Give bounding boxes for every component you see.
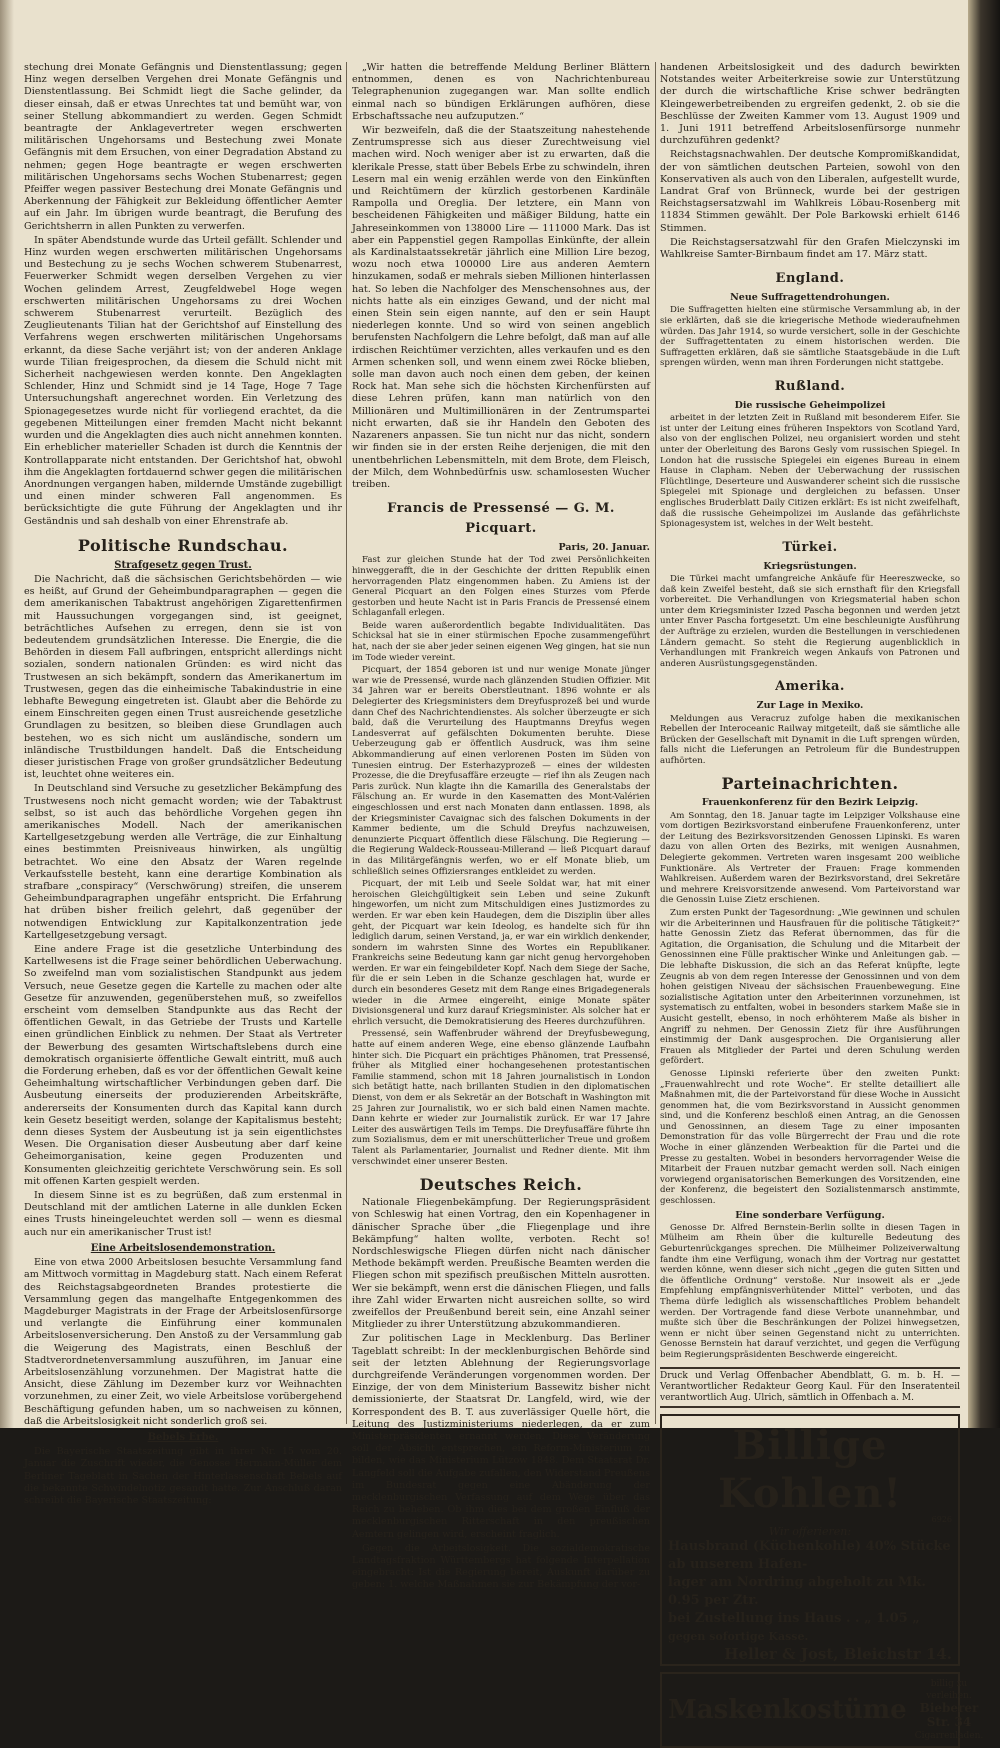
section-heading-russland: Rußland. [774, 379, 846, 395]
ad-line: bei Zustellung ins Haus . . „ 1.05 „ [668, 1610, 920, 1626]
article-text: In Deutschland sind Versuche zu gesetzlicher Bekämpfung des Trustwesens noch nicht gemacht worden; wie der Tabaktrust selbst, so ist auch das behördliche Vorgehen gegen ihn amerikanisches Modell. Nach der amerikanischen Kartellgesetzgebung werden alle Verträge, die zur Einhaltung eines bestimmten Preisniveaus hinwirken, als ungültig betrachtet. Wo eine den Absatz der Waren regelnde Verkaufsstelle besteht, kann eine derartige Kombination als strafbare „conspiracy“ (Verschwörung) streifen, die unserem Geheimbundparagraphen ungefähr entspricht. Die Erfahrung hat drüben bisher freilich gelehrt, daß gegenüber der notwendigen Entwicklung zur Kapitalkonzentration jede Kartellgesetzgebung versagt. [24, 783, 342, 941]
ad-address: Bieberer Str. 34 [919, 1701, 979, 1730]
article-text: Picquart, der 1854 geboren ist und nur wenige Monate jünger war wie de Pressensé, wurde nach glänzenden Studien Offizier. Mit 34 Jahren war er bereits Oberstleutnant. 1896 wohnte er als Delegierter des Kriegsministers dem Dreyfusprozeß bei und wurde dann Chef des Nachrichtendienstes. Als solcher überzeugte er sich bald, daß die Verurteilung des Hauptmanns Dreyfus wegen Landesverrat auf gefälschten Dokumenten beruhte. Diese Ueberzeugung gab er öffentlich Ausdruck, was ihm seine Abkommandierung auf einen verlorenen Posten im Süden von Tunesien eintrug. Der Esterhazyprozeß — eines der wildesten Prozesse, die die Dreyfusaffäre erzeugte — rief ihn als Zeugen nach Paris zurück. Nun klagte ihn die Kamarilla des Generalstabs der Fälschung an. Er wurde in den Kasematten des Mont-Valérien eingeschlossen und erst nach Monaten dann entlassen. 1898, als der Kriegsminister Cavaignac sich des falschen Dokuments in der Kammer bediente, um die Schuld Dreyfus nachzuweisen, denunzierte Picquart öffentlich diese Fälschung. Die Regierung — die Regierung Waldeck-Rousseau-Millerand — ließ Picquart darauf in das Militärgefängnis werfen, wo er elf Monate blieb, um schließlich seines Offiziersranges entkleidet zu werden. [352, 665, 650, 877]
column-2 [352, 62, 650, 1591]
ad-offer: Wir offerieren: [768, 1524, 852, 1538]
subheading-tuerkei: Kriegsrüstungen. [763, 560, 857, 572]
article-text: Gegen die Arbeitslosigkeit. Die sozialdemokratische Landtagsfraktion Württembergs hat folgende Interpellation eingebracht: Ist die Regierung bereit, Auskunft darüber zu geben: 1. welche Maßnahmen sie zur Bekämpfung der vor- [352, 1542, 650, 1591]
ad-firm: Heller & Jost, Bleichstr 14. [724, 1644, 952, 1663]
article-text: „Wir hatten die betreffende Meldung Berliner Blättern entnommen, denen es von Nachrichtenbureau Telegraphenunion zugegangen war. Man sollte endlich einmal nach so bündigen Erklärungen aufhören, diese Erbschaftssache neu aufzuputzen.“ [352, 62, 650, 122]
column-3 [660, 62, 984, 1742]
ad-number: 6926 [931, 1514, 952, 1524]
dateline: Paris, 20. Januar. [558, 542, 650, 554]
book-edge [968, 0, 1000, 1428]
section-heading-england: England. [775, 271, 845, 287]
subheading-russland: Die russische Geheimpolizei [734, 400, 886, 412]
advertisement-kohlen [660, 1414, 960, 1667]
article-text: Genosse Lipinski referierte über den zweiten Punkt: „Frauenwahlrecht und rote Woche“. Er stellte detailliert alle Maßnahmen mit, die der Parteivorstand für diese Woche in Aussicht genommen hat, die vom Bezirksvorstand in Aussicht genommen sind, und die Konferenz beschloß einen Antrag, an die Genossen und Genossinnen, an diesem Tage zu einer imposanten Demonstration für das volle Bürgerrecht der Frau und die rote Woche in einer glänzenden Werbeaktion für die Partei und die Presse zu gestalten. Wobei in besonders hervorragender Weise die Mitarbeit der Frauen nutzbar gemacht werden soll. Nach einigen vorwiegend organisatorischen Bemerkungen des Vorsitzenden, eine der Konferenz, die begeistert den Sozialistenmarsch anstimmte, geschlossen. [660, 1068, 960, 1207]
subheading-england: Neue Suffragettendrohungen. [730, 292, 890, 304]
article-text: handenen Arbeitslosigkeit und des dadurch bewirkten Notstandes weiter Arbeiterkreise sowie zur Unterstützung der durch die wirtschaftliche Krise schwer bedrängten Kleingewerbetreibenden zu ergreifen gedenkt, 2. ob sie die Beschlüsse der Zweiten Kammer vom 13. August 1909 und 1. Juni 1911 betreffend Arbeitslosenfürsorge nunmehr durchzuführen gedenkt? [660, 62, 960, 147]
ad-title: Maskenkostüme [668, 1695, 907, 1726]
subheading-strafgesetz: Strafgesetz gegen Trust. [114, 559, 252, 571]
section-heading-amerika: Amerika. [775, 679, 845, 695]
subheading-partei: Frauenkonferenz für den Bezirk Leipzig. [701, 797, 919, 809]
article-text: Die Bayerische Staatszeitung gibt in ihrer Nr. 15 vom 20. Januar die Zuschrift wieder, die Genosse Hermann-Müller dem Berliner Tageblatt in Sachen der Hinterlassenschaft Bebels auf die bekannte Schwindelnotiz gesandt hatte. Zur Anschluß daran schreibt die Bayerische Staatszeitung: [24, 1446, 342, 1506]
subheading-amerika: Zur Lage in Mexiko. [756, 700, 864, 712]
article-text: Eine von etwa 2000 Arbeitslosen besuchte Versammlung fand am Mittwoch vormittag in Magdeburg statt. Nach einem Referat des Reichstagsabgeordneten Brandes protestierte die Versammlung gegen das mangelhafte Entgegenkommen des Magdeburger Magistrats in der Frage der Arbeitslosenfürsorge und verlangte die Einführung einer kommunalen Arbeitslosenversicherung. Den Anstoß zu der Versammlung gab die Weigerung des Magistrats, einen Beschluß der Stadtverordnetenversammlung auszuführen, im Januar eine Arbeitslosenzählung vorzunehmen. Der Magistrat hatte die Ansicht, diese Zählung im Dezember kurz vor Weihnachten vorzunehmen, zu einer Zeit, wo viele Arbeitslose vorübergehend Beschäftigung gefunden haben, um so nachweisen zu können, daß die Arbeitslosigkeit nicht sonderlich groß sei. [24, 1257, 342, 1427]
column-1 [24, 62, 342, 1506]
article-text: In später Abendstunde wurde das Urteil gefällt. Schlender und Hinz wurden wegen erschwerten militärischen Ungehorsams und Bestechung zu je sechs Wochen schwerem Stubenarrest, Feuerwerker Schmidt wegen derselben Vergehen zu vier Wochen gelindem Arrest, Zeugfeldwebel Hoge wegen erschwerten militärischen Ungehorsams zu drei Wochen schwerem Stubenarrest verurteilt. Bezüglich des Zeuglieutenants Tilian hat der Gerichtshof auf Einstellung des Verfahrens wegen erschwerten militärischen Ungehorsams erkannt, da diese Sache verjährt ist; von der anderen Anklage wurde Tilian freigesprochen, da diesem die Schuld nicht mit Sicherheit nachgewiesen werden konnte. Den Angeklagten Schlender, Hinz und Schmidt sind je 14 Tage, Hoge 7 Tage Untersuchungshaft angerechnet worden. Ein Verletzung des Spionagegesetzes wurde nicht für vorliegend erachtet, da die gegebenen Mitteilungen einer fremden Macht nicht bekannt wurden und die Angeklagten dies auch nicht annehmen konnten. Ein erheblicher materieller Schaden ist durch die Kenntnis der Kontrollapparate nicht entstanden. Der Gerichtshof hat, obwohl ihm die Angeklagten fortdauernd schwer gegen die militärischen Anordnungen vergangen haben, mildernde Umstände zugebilligt und einen minder schweren Fall angenommen. Es berücksichtigte die gute Führung der Angeklagten und ihr Geständnis und sah deshalb von einer Ehrenstrafe ab. [24, 234, 342, 527]
ad-line: billig zu verleihen. [926, 1679, 972, 1702]
ad-line: lager am Nordring abgeholt zu Mk. 0.95 per Ztr. [668, 1574, 926, 1608]
section-heading-partei: Parteinachrichten. [721, 774, 899, 794]
section-heading-tuerkei: Türkei. [782, 539, 838, 555]
article-text: Meldungen aus Veracruz zufolge haben die mexikanischen Rebellen der Interoceanic Railway mitgeteilt, daß sie sämtliche alle Brücken der Gesellschaft mit Dynamit in die Luft sprengen würden, falls nicht die Lieferungen an Petroleum für die Bundestruppen aufhörten. [660, 713, 960, 766]
article-text: Die Reichstagsersatzwahl für den Grafen Mielczynski im Wahlkreise Samter-Birnbaum findet am 17. März statt. [660, 236, 960, 261]
page-spine [0, 0, 14, 1428]
ad-side [915, 1678, 984, 1742]
article-text: Picquart, der mit Leib und Seele Soldat war, hat mit einer heroischen Gleichgültigkeit sein Leben und seine Zukunft hingeworfen, um nicht zum Mitschuldigen eines Justizmordes zu werden. Er war eben kein Haudegen, dem die Disziplin über alles geht, der Picquart war kein Ideolog, es handelte sich für ihn lediglich darum, seinen Verstand, ja, er war ein wirklich denkender, sondern im wahrsten Sinne des Wortes ein Republikaner. Frankreichs seine Bedeutung kann gar nicht genug hervorgehoben werden. Er war ein feingebildeter Kopf. Nach dem Siege der Sache, für die er sein Leben in die Schanze geschlagen hat, wurde er durch ein besonderes Gesetz mit dem Range eines Brigadegenerals wieder in die Armee eingereiht, einige Monate später Divisionsgeneral und kurz darauf Kriegsminister. Als solcher hat er ehrlich versucht, die Demokratisierung des Heeres durchzuführen. [352, 879, 650, 1027]
article-text: Wir bezweifeln, daß die der Staatszeitung nahestehende Zentrumspresse sich aus dieser Zurechtweisung viel machen wird. Noch weniger aber ist zu erwarten, daß die klerikale Presse, statt über Bebels Erbe zu schwindeln, ihren Lesern mal ein wenig erzählen werde von den Einkünften und Reichtümern der kürzlich gestorbenen Kardinäle Rampolla und Oreglia. Der letztere, ein Mann von bescheidenen Fähigkeiten und mäßiger Bildung, hatte ein Jahreseinkommen von 138000 Lire — 111000 Mark. Das ist aber ein Pappenstiel gegen Rampollas Einkünfte, der allein als Kardinalstaatssekretär jährlich eine Million Lire bezog, wozu noch etwa 100000 Lire aus anderen Aemtern hinzukamen, sodaß er mehrals sieben Millionen hinterlassen hat. So leben die Nachfolger des Menschensohnes aus, der nichts hatte als ein einziges Gewand, und der nicht mal einen Stein sein eigen nannte, auf den er sein Haupt niederlegen konnte. Und so wird von seinen angeblich berufensten Nachfolgern die Lehre befolgt, daß man auf alle irdischen Reichtümer verzichten, alles verkaufen und es den Armen schenken soll, und wenn einem zwei Röcke blieben, solle man davon auch noch einen dem geben, der keinen Rock hat. Man sehe sich die höchsten Kirchenfürsten auf diese Lehren prüfen, kann man natürlich von den Millionären und Multimillionären in der Zentrumspartei nicht erwarten, daß sie ihr Handeln den Geboten des Nazareners anpassen. Sie tun nicht nur das nicht, sondern wir finden sie in der ersten Reihe derjenigen, die mit den unentbehrlichen Lebensmitteln, mit dem Brote, dem Fleisch, der Milch, dem Wohnbedürfnis usw. schamlosesten Wucher treiben. [352, 125, 650, 490]
article-text: Am Sonntag, den 18. Januar tagte im Leipziger Volkshause eine vom dortigen Bezirksvorstand einberufene Frauenkonferenz, unter der Leitung des Bezirksvorsitzenden Genossen Lipinski. Es waren dazu von allen Orten des Bezirks, mit wenigen Ausnahmen, Delegierte gekommen. Vertreten waren insgesamt 200 weibliche Funktionäre. Als Vertreter der Frauen: Frage kommenden Wahlkreisen. Außerdem waren der Bezirksvorstand, drei Sekretäre und mehrere Kreisvorsitzende anwesend. Vom Parteivorstand war die Genossin Luise Zietz erschienen. [660, 810, 960, 906]
article-text: In diesem Sinne ist es zu begrüßen, daß zum erstenmal in Deutschland mit der amtlichen Laterne in alle dunklen Ecken eines Trusts hineingeleuchtet werden soll — wenn es diesmal auch nur ein amerikanischer Trust ist! [24, 1190, 342, 1238]
article-text: Fast zur gleichen Stunde hat der Tod zwei Persönlichkeiten hinweggerafft, die in der Geschichte der dritten Republik einen hervorragenden Platz eingenommen haben. Zu Amiens ist der General Picquart an den Folgen eines Sturzes vom Pferde gestorben und heute Nacht ist in Paris Francis de Pressensé einem Schlaganfall erlegen. [352, 555, 650, 619]
section-heading-pressense: Francis de Pressensé — G. M. Picquart. [387, 501, 615, 537]
article-text: Die Türkei macht umfangreiche Ankäufe für Heereszwecke, so daß kein Zweifel besteht, daß sie sich ernsthaft für den Kriegsfall vorbereitet. Die Verhandlungen von Kriegsmaterial haben schon unter dem Kriegsminister Izzed Pascha begonnen und werden jetzt unter Enver Pascha fortgesetzt. Um eine beschleunigte Ausführung der Aufträge zu erzielen, wurden die Bestellungen in verschiedenen Ländern gemacht. So steht die Regierung augenblicklich in Verhandlungen mit Frankreich wegen Ankaufs von Patronen und anderen Ausrüstungsgegenständen. [660, 573, 960, 669]
article-text: Zur politischen Lage in Mecklenburg. Das Berliner Tageblatt schreibt: In der mecklenburgischen Behörde sind seit der letzten Ablehnung der Regierungsvorlage durchgreifende Veränderungen vorgenommen worden. Der Einzige, der von dem Ministerium Bassewitz bisher nicht demissionierte, der Staatsrat Dr. Langfeld, wird, wie der Korrespondent des B. T. aus zuverlässiger Quelle hört, die Leitung des Justizministeriums niederlegen, da er zum Ministerpräsidenten ernannt werden. Diese Veränderung soll der Absicht entsprechen, ein Reform-Ministerium zu bilden, wie das Ministerium Lützow 1848. Dem Staatsrat Dr. Langfeld soll die Aufgabe zufallen, den Widerstand Preußens im Bundesrat gegen eine Abänderung der mecklenburgischen Verfassung auf dem Wege über das Reich zu beheben. Ob ihm dies bei dem großen Einfluß der mecklenburgischen Ritterschaft in den preußischen Aemtern gelingen wird, erscheint fraglich. [352, 1333, 650, 1540]
subheading-arbeitslosen: Eine Arbeitslosendemonstration. [90, 1242, 276, 1254]
article-text: Beide waren außerordentlich begabte Individualitäten. Das Schicksal hat sie in einer stürmischen Epoche zusammengeführt hat, nach der sie aber jeder seinen eigenen Weg gingen, hat sie nun im Tode wieder vereint. [352, 620, 650, 663]
article-text: Die Nachricht, daß die sächsischen Gerichtsbehörden — wie es heißt, auf Grund der Geheimbundparagraphen — gegen die dem amerikanischen Tabaktrust angehörigen Zigarettenfirmen mit Haussuchungen vorgegangen sind, ist geeignet, beträchtliches Aufsehen zu erregen, denn sie ist von bedeutendem grundsätzlichen Interesse. Die Energie, die die Behörden in diesem Fall aufbringen, entspricht allerdings nicht sozialen, sondern nationalen Gründen: es wird nicht das Trustwesen an sich bekämpft, sondern das Amerikanertum im Trustwesen, gegen das die einheimische Tabakindustrie in eine lebhafte Bewegung eingetreten ist. Glaubt aber die Behörde zu einem Einschreiten gegen einen Trust ausreichende gesetzliche Grundlagen zu besitzen, so bleiben diese Grundlagen auch bestehen, wo es sich nicht um ausländische, sondern um inländische Trustbildungen handelt. Daß die Entscheidung dieser juristischen Frage von großer grundsätzlicher Bedeutung ist, leuchtet ohne weiteres ein. [24, 573, 342, 781]
advertisement-masken [660, 1672, 984, 1748]
article-text: Reichstagsnachwahlen. Der deutsche Kompromißkandidat, der von sämtlichen deutschen Parteien, sowohl von den Konservativen als auch von den Liberalen, aufgestellt wurde, Landrat Graf von Brünneck, wurde bei der gestrigen Reichstagsersatzwahl im Wahlkreis Löbau-Rosenberg mit 11834 Stimmen gewählt. Der Pole Barkowski erhielt 6146 Stimmen. [660, 149, 960, 234]
ad-line: Cigarrenladen. [914, 1731, 984, 1742]
subheading-verfuegung: Eine sonderbare Verfügung. [735, 1209, 885, 1221]
imprint: Druck und Verlag Offenbacher Abendblatt, G. m. b. H. — Verantwortlicher Redakteur Georg Kaul. Für den Inseratenteil verantwortlich Aug. Ulrich, sämtlich in Offenbach a. M. [660, 1367, 960, 1408]
article-text: arbeitet in der letzten Zeit in Rußland mit besonderem Eifer. Sie ist unter der Leitung eines früheren Inspektors von Scotland Yard, also von der englischen Polizei, neu organisiert worden und steht unter der Oberleitung des Barons Gesly vom russischen Spiegel. In London hat die russische Spiegelei ein eigenes Bureau in einem Hause in Clapham. Neben der Ueberwachung der russischen Flüchtlinge, Deserteure und Auswanderer scheint sich die russische Spiegelei mit Spionage und dergleichen zu befassen. Unser englisches Bruderblatt Daily Citizen erklärt: Es ist nicht zweifelhaft, daß die russische Geheimpolizei im Auslande das gefährlichste Spionagesystem ist, welches in der Welt besteht. [660, 413, 960, 530]
article-text: Nationale Fliegenbekämpfung. Der Regierungspräsident von Schleswig hat einen Vortrag, den ein Kopenhagener in dänischer Sprache über „die Fliegenplage und ihre Bekämpfung“ halten wollte, verboten. Recht so! Nordschleswigsche Fliegen dürfen nicht nach dänischer Methode bekämpft werden. Preußische Beamten werden die Fliegen schon mit spezifisch preußischen Mitteln ausrotten. Wer sie bekämpft, wenn erst die dänischen Fliegen, und falls ihre Zahl wider Erwarten nicht ausreichen sollte, so wird zweifellos der Preußenbund bereit sein, eine Anzahl seiner Mitglieder zu ihrer Unterstützung abzukommandieren. [352, 1197, 650, 1331]
column-rule [655, 62, 656, 1424]
article-text: Pressensé, sein Waffenbruder während der Dreyfusbewegung, hatte auf einem anderen Wege, eine ebenso glänzende Laufbahn hinter sich. Die Picquart ein prächtiges Phänomen, trat Pressensé, früher als Mitglied einer hochangesehenen protestantischen Familie stammend, schon mit 18 Jahren journalistisch in London sich betätigt hatte, nach brillanten Studien in den diplomatischen Dienst, von dem er als Sekretär an der Botschaft in Washington mit 25 Jahren zur Journalistik, wo er sich bald einen Namen machte. Dann kehrte er wieder zur Journalistik zurück. Er war 17 Jahre Leiter des auswärtigen Teils im Temps. Die Dreyfusaffäre führte ihn zum Sozialismus, dem er mit unerschütterlicher Treue und großem Talent als Parlamentarier, Journalist und Redner diente. Mit ihm verschwindet einer unserer Besten. [352, 1029, 650, 1167]
subheading-bebel: Bebels Erbe. [147, 1431, 219, 1443]
article-text: Genosse Dr. Alfred Bernstein-Berlin sollte in diesen Tagen in Mülheim am Rhein über die kulturelle Bedeutung des Geburtenrückganges sprechen. Die Mülheimer Polizeiverwaltung fandte ihm eine Verfügung, wonach ihm der Vortrag nur gestattet werden könne, wenn dieser sich nicht „gegen die guten Sitten und die öffentliche Ordnung“ verstoße. Nur insoweit als er „jede Empfehlung empfängnisverhütender Mittel“ verboten, und das Thema dürfe lediglich als wissenschaftliches Problem behandelt werden. Der Vortragende fand diese Verbote unannehmbar, und mußte sich über die Beschränkungen der Polizei hinwegsetzen, wenn er nicht über seinen Gegenstand nicht zu unterrichten. Genosse Bernstein hat darauf verzichtet, und gegen die Verfügung beim Regierungspräsidenten Beschwerde eingereicht. [660, 1222, 960, 1360]
article-text: Eine andere Frage ist die gesetzliche Unterbindung des Kartellwesens ist die Frage seiner behördlichen Ueberwachung. So zweifelnd man vom sozialistischen Standpunkt aus jedem Versuch, neue Gesetze gegen die Kartelle zu machen oder alte Gesetze für anzuwenden, gegenüberstehen muß, so zweifellos erscheint vom demselben Standpunkte aus das Recht der öffentlichen Gewalt, in das Getriebe der Trusts und Kartelle einen gründlichen Einblick zu nehmen. Der Staat als Vertreter der Bewerbung des gesamten Wirtschaftslebens durch eine demokratisch organisierte öffentliche Gewalt eintritt, muß auch die Forderung erheben, daß es vor der öffentlichen Gewalt keine Geheimhaltung wirtschaftlicher Verbindungen geben darf. Die Ausbeutung einerseits der produzierenden Arbeitskräfte, andererseits der Konsumenten durch das Kapital kann durch kein Gesetz beseitigt werden, solange der Kapitalismus besteht; denn dieses System der Ausbeutung ist ja sein eigentlichstes Wesen. Die Organisation dieser Ausbeutung aber darf keine Geheimorganisation, keine gegen Produzenten und Konsumenten gleichzeitig gerichtete Verschwörung sein. Es soll mit offenen Karten gespielt werden. [24, 944, 342, 1187]
section-heading-reich: Deutsches Reich. [419, 1175, 583, 1195]
column-rule [346, 62, 347, 1424]
ad-line: gegen sofortige Kasse. [668, 1629, 809, 1643]
article-text: stechung drei Monate Gefängnis und Dienstentlassung; gegen Hinz wegen derselben Vergehen drei Monate Gefängnis und Dienstentlassung. Bei Schmidt liegt die Sache gelinder, da dieser einsah, daß er etwas Unrechtes tat und bemüht war, von seiner Stellung abkommandiert zu werden. Gegen Schmidt beantragte der Anklagevertreter wegen erschwerten militärischen Ungehorsams und Bestechung zwei Monate Gefängnis mit dem Ersuchen, von einer Degradation Abstand zu nehmen; gegen Hoge beantragte er wegen erschwerten militärischen Ungehorsams sechs Wochen Stubenarrest; gegen Pfeiffer wegen passiver Bestechung drei Monate Gefängnis und Aberkennung der Fähigkeit zur Bekleidung öffentlicher Aemter auf ein Jahr. Im übrigen wurde beantragt, die Berufung des Gerichtsherrn in allen Punkten zu verwerfen. [24, 62, 342, 232]
article-text: Zum ersten Punkt der Tagesordnung: „Wie gewinnen und schulen wir die Arbeiterinnen und Hausfrauen für die politische Tätigkeit?“ hatte Genossin Zietz das Referat übernommen, das für die Agitation, die Organisation, die Schulung und die Mitarbeit der Genossinnen eine Fülle praktischer Winke und Anleitungen gab. — Die lebhafte Diskussion, die sich an das Referat knüpfte, legte Zeugnis ab von dem regen Interesse der Genossinnen und von dem hohen geistigen Niveau der sächsischen Frauenbewegung. Eine sozialistische Agitation unter den Arbeiterinnen vorzunehmen, ist systematisch zu entfalten, wobei in besonders starkem Maße sie in Ausicht gestellt, ebenso, in noch erhöhterem Maße als bisher in Angriff zu nehmen. Der Genossin Zietz für ihre Ausführungen einstimmig der Dank ausgesprochen. Die Organisierung aller Frauen als Mitglieder der Partei und deren Schulung werden gefördert. [660, 908, 960, 1067]
ad-line: Hausbrand (Küchenkohle) 40% Stücke ab unserem Hafen- [668, 1538, 951, 1572]
article-text: Die Suffragetten hielten eine stürmische Versammlung ab, in der sie erklärten, daß sie die kriegerische Methode wiederaufnehmen würden. Das Jahr 1914, so wurde versichert, solle in der Geschichte der Suffragettentaten zu einem historischen werden. Die Suffragetten erklären, daß sie sämtliche Staatsgebäude in die Luft sprengen würden, wenn man ihren Forderungen nicht stattgebe. [660, 305, 960, 369]
section-heading-rundschau: Politische Rundschau. [77, 535, 289, 555]
ad-title: Billige Kohlen! [718, 1421, 902, 1517]
